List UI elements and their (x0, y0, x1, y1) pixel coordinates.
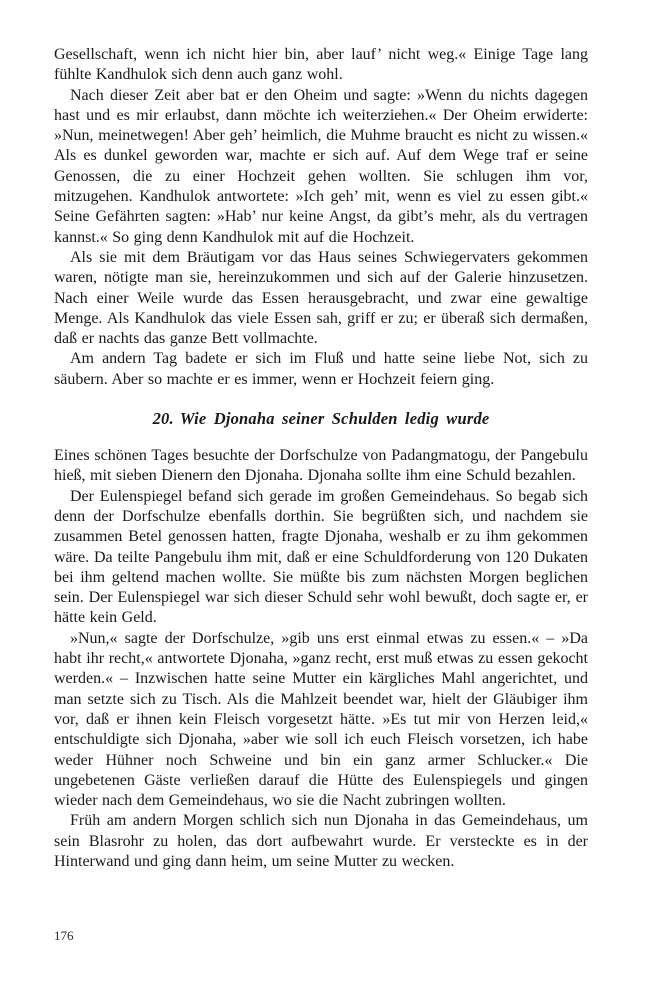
paragraph-7: »Nun,« sagte der Dorfschulze, »gib uns erst einmal etwas zu essen.« – »Da habt ihr recht,« antwortete Djonaha, »ganz recht, erst muß etwas zu essen gekocht werden.« – Inzwischen hatte seine Mutter ein kärgliches Mahl angerichtet, und man setzte sich zu Tisch. Als die Mahlzeit beendet war, hielt der Gläubiger ihm vor, daß er ihnen kein Fleisch vorgesetzt hätte. »Es tut mir von Herzen leid,« entschuldigte sich Djonaha, »aber wie soll ich euch Fleisch vorsetzen, ich habe weder Hühner noch Schweine und bin ein ganz armer Schlucker.« Die ungebetenen Gäste verließen darauf die Hütte des Eulenspiegels und gingen wieder nach dem Gemeindehaus, wo sie die Nacht zubringen wollten. (54, 629, 588, 810)
paragraph-3: Als sie mit dem Bräutigam vor das Haus seines Schwiegervaters gekommen waren, nötigte man sie, hereinzukommen und sich auf der Galerie hinzusetzen. Nach einer Weile wurde das Essen herausgebracht, und zwar eine gewaltige Menge. Als Kandhulok das viele Essen sah, griff er zu; er überaß sich dermaßen, daß er nachts das ganze Bett vollmachte. (54, 248, 588, 348)
paragraph-2: Nach dieser Zeit aber bat er den Oheim und sagte: »Wenn du nichts dagegen hast und es mir erlaubst, dann möchte ich weiterziehen.« Der Oheim erwiderte: »Nun, meinetwegen! Aber geh’ heimlich, die Muhme braucht es nicht zu wissen.« Als es dunkel geworden war, machte er sich auf. Auf dem Wege traf er seine Genossen, die zu einer Hochzeit gehen wollten. Sie schlugen ihm vor, mitzugehen. Kandhulok antwortete: »Ich geh’ mit, wenn es viel zu essen gibt.« Seine Gefährten sagten: »Hab’ nur keine Angst, da gibt’s mehr, als du vertragen kannst.« So ging denn Kandhulok mit auf die Hochzeit. (54, 86, 588, 246)
page-number: 176 (54, 928, 74, 943)
paragraph-8: Früh am andern Morgen schlich sich nun Djonaha in das Gemeindehaus, um sein Blasrohr zu holen, das dort aufbewahrt wurde. Er versteckte es in der Hinterwand und ging dann heim, um seine Mutter zu wecken. (54, 812, 588, 870)
chapter-heading (54, 409, 588, 429)
chapter-title: Wie Djonaha seiner Schulden ledig wurde (179, 409, 490, 429)
paragraph-4: Am andern Tag badete er sich im Fluß und hatte seine liebe Not, sich zu säubern. Aber so machte er es immer, wenn er Hochzeit feiern ging. (54, 350, 588, 388)
paragraph-6: Der Eulenspiegel befand sich gerade im großen Gemeindehaus. So begab sich denn der Dorfschulze ebenfalls dorthin. Sie begrüßten sich, und nachdem sie zusammen Betel genossen hatten, fragte Djonaha, weshalb er zu ihm gekommen wäre. Da teilte Pangebulu ihm mit, daß er eine Schuldforderung von 120 Dukaten bei ihm geltend machen wollte. Sie müßte bis zum nächsten Morgen beglichen sein. Der Eulenspiegel war sich dieser Schuld sehr wohl bewußt, doch sagte er, er hätte kein Geld. (54, 487, 588, 627)
paragraph-1: Gesellschaft, wenn ich nicht hier bin, aber lauf’ nicht weg.« Einige Tage lang fühlte Kandhulok sich denn auch ganz wohl. (54, 46, 588, 84)
chapter-number: 20. (152, 409, 174, 429)
paragraph-5: Eines schönen Tages besuchte der Dorfschulze von Padangmatogu, der Pangebulu hieß, mit sieben Dienern den Djonaha. Djonaha sollte ihm eine Schuld bezahlen. (54, 447, 588, 485)
